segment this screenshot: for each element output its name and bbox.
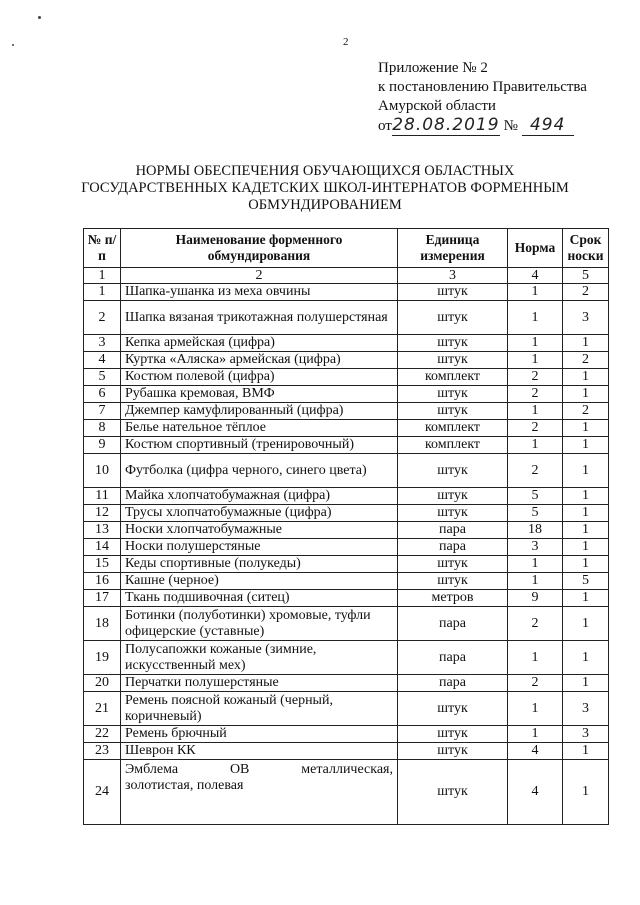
item-name: Носки полушерстяные (121, 539, 398, 556)
item-name: Ботинки (полуботинки) хромовые, туфли офицерские (уставные) (121, 607, 398, 641)
item-norm: 4 (508, 743, 563, 760)
row-number: 24 (84, 760, 121, 825)
date-prefix: от (378, 118, 392, 134)
item-name: Кеды спортивные (полукеды) (121, 556, 398, 573)
row-number: 9 (84, 437, 121, 454)
item-norm: 1 (508, 301, 563, 335)
annex-line-2: к постановлению Правительства (378, 79, 587, 95)
header-unit: Единица измерения (398, 229, 508, 268)
row-number: 8 (84, 420, 121, 437)
item-term: 2 (563, 352, 609, 369)
title-line-1: НОРМЫ ОБЕСПЕЧЕНИЯ ОБУЧАЮЩИХСЯ ОБЛАСТНЫХ (135, 163, 515, 179)
item-term: 1 (563, 386, 609, 403)
item-norm: 5 (508, 488, 563, 505)
item-term: 5 (563, 573, 609, 590)
table-row (84, 301, 609, 335)
title-line-2: ГОСУДАРСТВЕННЫХ КАДЕТСКИХ ШКОЛ-ИНТЕРНАТОВ ФОРМЕННЫМ (81, 180, 569, 196)
item-term: 1 (563, 420, 609, 437)
item-name: Белье нательное тёплое (121, 420, 398, 437)
col-number: 2 (121, 268, 398, 284)
table-row (84, 607, 609, 641)
item-unit: штук (398, 352, 508, 369)
item-term: 1 (563, 522, 609, 539)
item-term: 1 (563, 590, 609, 607)
row-number: 18 (84, 607, 121, 641)
col-number: 3 (398, 268, 508, 284)
table-row (84, 590, 609, 607)
item-name (121, 760, 398, 825)
item-name-word: металлическая, (301, 762, 393, 777)
item-norm: 1 (508, 437, 563, 454)
item-norm: 9 (508, 590, 563, 607)
header-name: Наименование форменного обмундирования (121, 229, 398, 268)
table-header-row (84, 229, 609, 268)
item-term: 1 (563, 743, 609, 760)
item-name: Полусапожки кожаные (зимние, искусственный мех) (121, 641, 398, 675)
item-name: Шапка вязаная трикотажная полушерстяная (121, 301, 398, 335)
table-row (84, 743, 609, 760)
row-number: 21 (84, 692, 121, 726)
item-norm: 2 (508, 607, 563, 641)
item-term: 1 (563, 641, 609, 675)
table-row (84, 505, 609, 522)
row-number: 23 (84, 743, 121, 760)
table-row (84, 539, 609, 556)
row-number: 10 (84, 454, 121, 488)
item-name: Куртка «Аляска» армейская (цифра) (121, 352, 398, 369)
item-unit: штук (398, 403, 508, 420)
header-norm: Норма (508, 229, 563, 268)
item-unit: штук (398, 488, 508, 505)
table-row (84, 437, 609, 454)
item-term: 1 (563, 369, 609, 386)
item-term: 1 (563, 675, 609, 692)
item-term: 1 (563, 454, 609, 488)
item-name: Кашне (черное) (121, 573, 398, 590)
row-number: 3 (84, 335, 121, 352)
item-term: 1 (563, 335, 609, 352)
item-unit: пара (398, 675, 508, 692)
item-norm: 3 (508, 539, 563, 556)
table-row (84, 760, 609, 825)
item-norm: 1 (508, 573, 563, 590)
item-norm: 18 (508, 522, 563, 539)
row-number: 2 (84, 301, 121, 335)
item-name: Футболка (цифра черного, синего цвета) (121, 454, 398, 488)
row-number: 5 (84, 369, 121, 386)
table-row (84, 556, 609, 573)
item-name-word: ОВ (229, 762, 250, 777)
item-unit: штук (398, 505, 508, 522)
item-unit: штук (398, 335, 508, 352)
item-term: 1 (563, 488, 609, 505)
item-name: Шеврон КК (121, 743, 398, 760)
item-unit: штук (398, 726, 508, 743)
scan-speck (12, 44, 14, 46)
page-number: 2 (343, 36, 349, 48)
row-number: 12 (84, 505, 121, 522)
table-row (84, 284, 609, 301)
item-norm: 2 (508, 369, 563, 386)
table-row (84, 692, 609, 726)
row-number: 19 (84, 641, 121, 675)
item-norm: 1 (508, 692, 563, 726)
table-row (84, 726, 609, 743)
item-unit: штук (398, 760, 508, 825)
row-number: 16 (84, 573, 121, 590)
handwritten-number: 494 (522, 116, 574, 136)
item-name: Костюм спортивный (тренировочный) (121, 437, 398, 454)
item-name: Носки хлопчатобумажные (121, 522, 398, 539)
col-number: 5 (563, 268, 609, 284)
item-norm: 2 (508, 454, 563, 488)
scan-speck (38, 16, 41, 19)
row-number: 6 (84, 386, 121, 403)
item-term: 2 (563, 403, 609, 420)
item-name: Кепка армейская (цифра) (121, 335, 398, 352)
table-row (84, 420, 609, 437)
table-row (84, 352, 609, 369)
item-term: 3 (563, 726, 609, 743)
item-unit: комплект (398, 420, 508, 437)
item-term: 1 (563, 437, 609, 454)
header-term: Срок носки (563, 229, 609, 268)
handwritten-date: 28.08.2019 (392, 115, 500, 135)
column-number-row (84, 268, 609, 284)
item-unit: пара (398, 607, 508, 641)
item-name: Ремень брючный (121, 726, 398, 743)
item-unit: штук (398, 301, 508, 335)
table-row (84, 522, 609, 539)
item-norm: 2 (508, 386, 563, 403)
item-unit: пара (398, 539, 508, 556)
item-unit: метров (398, 590, 508, 607)
item-name: Ремень поясной кожаный (черный, коричневый) (121, 692, 398, 726)
item-norm: 1 (508, 641, 563, 675)
table-row (84, 488, 609, 505)
item-term: 3 (563, 692, 609, 726)
item-norm: 1 (508, 556, 563, 573)
table-row (84, 675, 609, 692)
item-name: Шапка-ушанка из меха овчины (121, 284, 398, 301)
item-norm: 1 (508, 352, 563, 369)
item-norm: 1 (508, 284, 563, 301)
item-term: 1 (563, 539, 609, 556)
table-row (84, 641, 609, 675)
item-name-word: Эмблема (125, 762, 179, 777)
item-term: 1 (563, 556, 609, 573)
item-norm: 1 (508, 403, 563, 420)
item-term: 3 (563, 301, 609, 335)
document-title (60, 163, 590, 214)
table-row (84, 403, 609, 420)
row-number: 17 (84, 590, 121, 607)
table-row (84, 454, 609, 488)
row-number: 15 (84, 556, 121, 573)
item-norm: 4 (508, 760, 563, 825)
item-name-line-2: золотистая, полевая (125, 778, 244, 793)
item-unit: штук (398, 386, 508, 403)
col-number: 1 (84, 268, 121, 284)
norms-table (83, 228, 609, 825)
item-unit: пара (398, 522, 508, 539)
item-unit: штук (398, 692, 508, 726)
table-row (84, 369, 609, 386)
item-unit: штук (398, 573, 508, 590)
item-name: Майка хлопчатобумажная (цифра) (121, 488, 398, 505)
item-norm: 1 (508, 726, 563, 743)
table-row (84, 573, 609, 590)
item-name: Трусы хлопчатобумажные (цифра) (121, 505, 398, 522)
item-term: 1 (563, 505, 609, 522)
item-name: Джемпер камуфлированный (цифра) (121, 403, 398, 420)
row-number: 14 (84, 539, 121, 556)
row-number: 13 (84, 522, 121, 539)
item-name-line-1 (125, 762, 393, 778)
item-norm: 2 (508, 420, 563, 437)
annex-line-1: Приложение № 2 (378, 60, 488, 76)
item-name: Перчатки полушерстяные (121, 675, 398, 692)
item-term: 1 (563, 760, 609, 825)
item-name: Рубашка кремовая, ВМФ (121, 386, 398, 403)
annex-header (378, 59, 587, 136)
item-unit: штук (398, 556, 508, 573)
item-unit: штук (398, 454, 508, 488)
number-prefix: № (503, 118, 518, 134)
row-number: 1 (84, 284, 121, 301)
item-term: 1 (563, 607, 609, 641)
annex-line-3: Амурской области (378, 98, 496, 114)
item-unit: комплект (398, 369, 508, 386)
table-row (84, 335, 609, 352)
item-unit: штук (398, 284, 508, 301)
row-number: 20 (84, 675, 121, 692)
item-unit: штук (398, 743, 508, 760)
row-number: 4 (84, 352, 121, 369)
item-norm: 1 (508, 335, 563, 352)
table-row (84, 386, 609, 403)
item-unit: пара (398, 641, 508, 675)
item-norm: 2 (508, 675, 563, 692)
row-number: 11 (84, 488, 121, 505)
item-term: 2 (563, 284, 609, 301)
annex-date-line (378, 116, 587, 136)
title-line-3: ОБМУНДИРОВАНИЕМ (248, 197, 402, 213)
item-name: Костюм полевой (цифра) (121, 369, 398, 386)
item-name: Ткань подшивочная (ситец) (121, 590, 398, 607)
row-number: 22 (84, 726, 121, 743)
item-unit: комплект (398, 437, 508, 454)
col-number: 4 (508, 268, 563, 284)
item-norm: 5 (508, 505, 563, 522)
row-number: 7 (84, 403, 121, 420)
header-num: № п/п (84, 229, 121, 268)
